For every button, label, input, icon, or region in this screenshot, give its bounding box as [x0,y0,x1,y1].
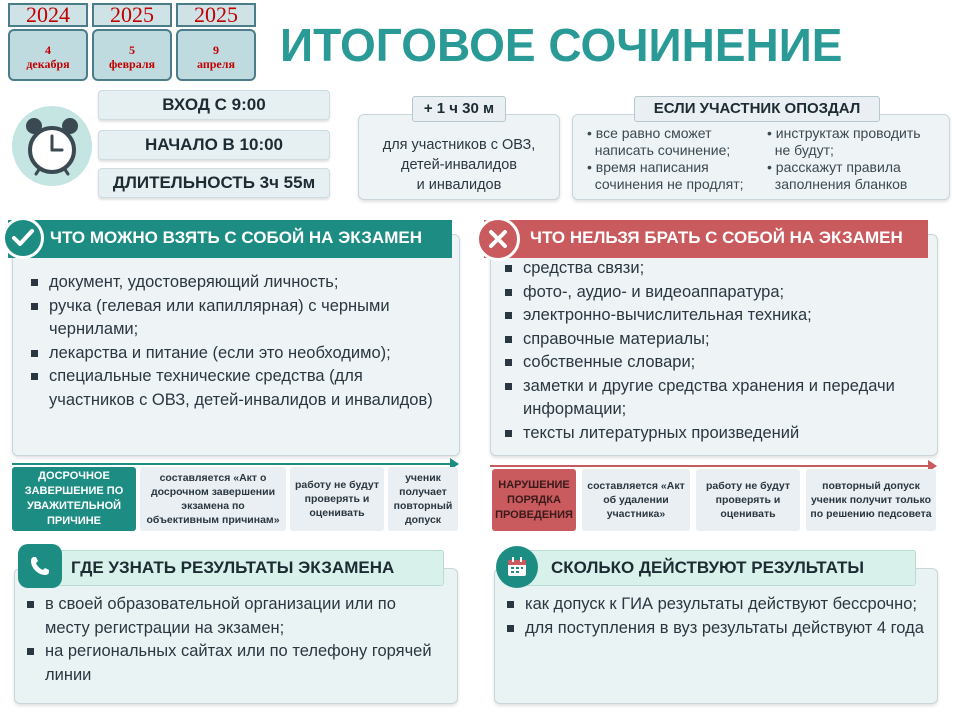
list-item: на региональных сайтах или по телефону горячей линии [15,640,445,687]
date-day: 9 [213,43,219,57]
date-box [92,29,172,81]
year-label: 2025 [176,3,256,27]
list-item: специальные технические средства (для участников с ОВЗ, детей-инвалидов и инвалидов) [19,365,439,412]
list-item: тексты литературных произведений [493,422,933,446]
list-item: средства связи; [493,257,933,281]
year-label: 2025 [92,3,172,27]
late-right-list: • инструктаж проводить не будут; • расскажут правила заполнения бланков [767,125,921,192]
duration: ДЛИТЕЛЬНОСТЬ 3ч 55м [98,168,330,198]
results-validity-header: СКОЛЬКО ДЕЙСТВУЮТ РЕЗУЛЬТАТЫ [512,550,916,586]
forbidden-card [490,234,938,456]
late-card [572,114,950,200]
list-item: справочные материалы; [493,328,933,352]
phone-icon [18,544,62,588]
results-where-header: ГДЕ УЗНАТЬ РЕЗУЛЬТАТЫ ЭКЗАМЕНА [24,550,444,586]
early-finish-step: работу не будут проверять и оценивать [290,467,384,531]
date-day: 5 [129,43,135,57]
allowed-list [19,271,439,412]
year-label: 2024 [8,3,88,27]
date-month: февраля [108,57,156,71]
list-item: электронно-вычислительная техника; [493,304,933,328]
list-item: для поступления в вуз результаты действуют 4 года [495,617,925,641]
date-day: 4 [45,43,51,57]
late-left-list: • все равно сможет написать сочинение; • время написания сочинения не продлят; [587,125,744,192]
page-title: ИТОГОВОЕ СОЧИНЕНИЕ [280,19,843,71]
violation-step: НАРУШЕНИЕ ПОРЯДКА ПРОВЕДЕНИЯ [492,469,576,531]
early-finish-step: ученик получает повторный допуск [388,467,458,531]
late-label: ЕСЛИ УЧАСТНИК ОПОЗДАЛ [634,96,880,122]
entry-time: ВХОД С 9:00 [98,90,330,120]
violation-step: повторный допуск ученик получит только по решению педсовета [806,469,936,531]
list-item: в своей образовательной организации или по месту регистрации на экзамен; [15,593,445,640]
exam-dates-panel [8,3,260,81]
early-finish-step: ДОСРОЧНОЕ ЗАВЕРШЕНИЕ ПО УВАЖИТЕЛЬНОЙ ПРИЧИНЕ [12,467,136,531]
date-box [176,29,256,81]
allowed-header: ЧТО МОЖНО ВЗЯТЬ С СОБОЙ НА ЭКЗАМЕН [8,220,452,258]
list-item: заметки и другие средства хранения и передачи информации; [493,375,933,422]
forbidden-header: ЧТО НЕЛЬЗЯ БРАТЬ С СОБОЙ НА ЭКЗАМЕН [484,220,928,258]
cross-icon [476,217,520,261]
date-month: декабря [26,57,70,71]
date-box [8,29,88,81]
list-item: фото-, аудио- и видеоаппаратура; [493,281,933,305]
list-item: собственные словари; [493,351,933,375]
extra-time-card [358,114,560,200]
start-time: НАЧАЛО В 10:00 [98,130,330,160]
extra-time-text: для участников с ОВЗ, детей-инвалидов и инвалидов [382,137,536,193]
flow-arrow-line [490,465,930,467]
alarm-clock-icon [12,106,92,186]
allowed-card [12,234,460,456]
results-validity-list [495,593,925,640]
list-item: документ, удостоверяющий личность; [19,271,439,295]
list-item: лекарства и питание (если это необходимо); [19,342,439,366]
list-item: как допуск к ГИА результаты действуют бессрочно; [495,593,925,617]
check-icon [2,217,44,259]
extra-time-label: + 1 ч 30 м [412,96,506,122]
results-where-list [15,593,445,687]
list-item: ручка (гелевая или капиллярная) с черными чернилами; [19,295,439,342]
flow-arrow-line [12,463,458,465]
forbidden-list [493,257,933,445]
calendar-icon [496,546,538,588]
results-where-card [14,568,458,704]
results-validity-card [494,568,938,704]
violation-step: работу не будут проверять и оценивать [696,469,800,531]
early-finish-step: составляется «Акт о досрочном завершении экзамена по объективным причинам» [140,467,286,531]
violation-step: составляется «Акт об удалении участника» [582,469,690,531]
date-month: апреля [197,57,235,71]
